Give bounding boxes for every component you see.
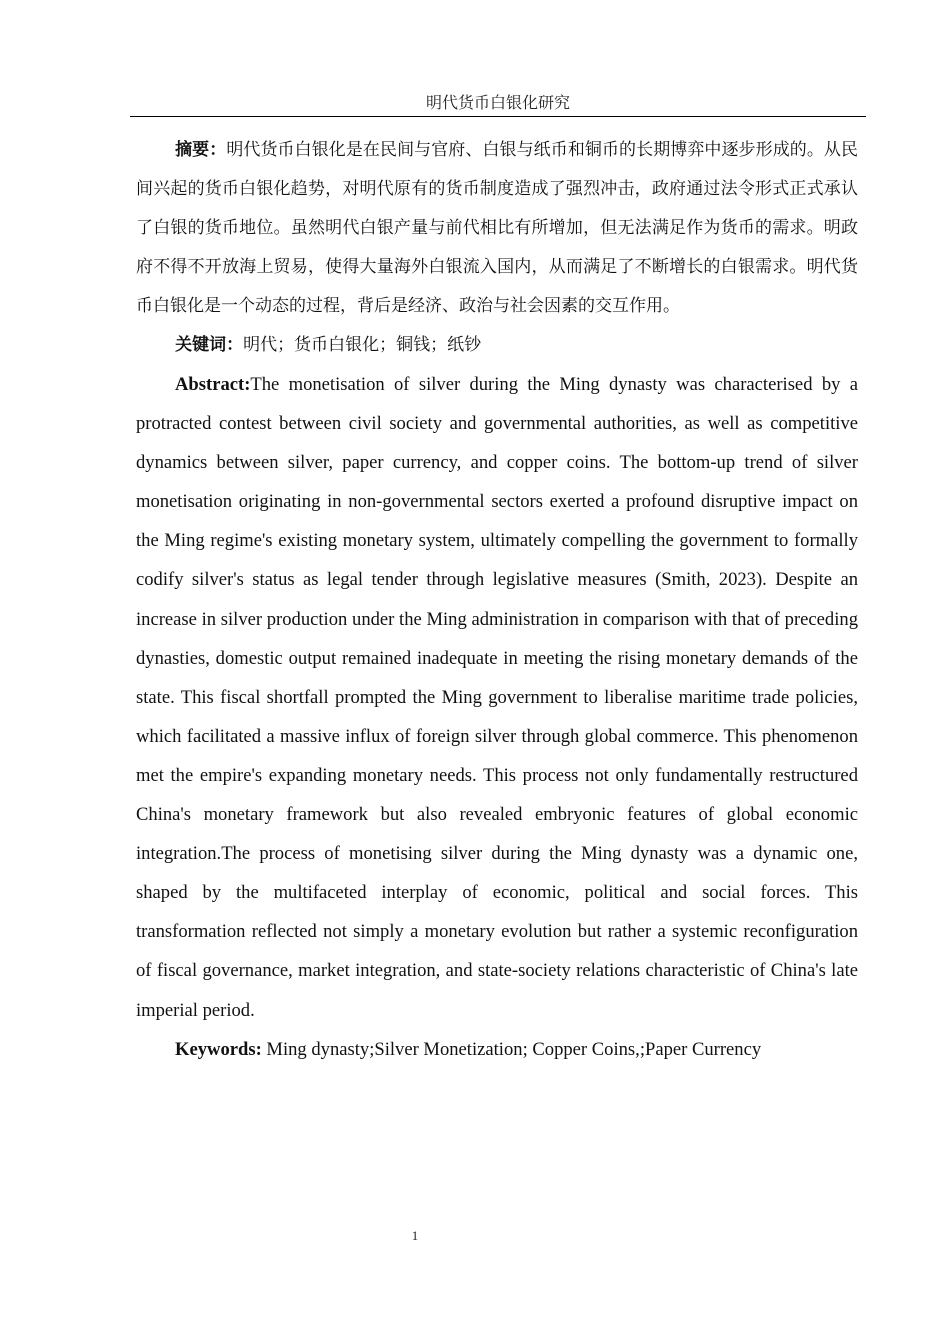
english-keywords-text: Ming dynasty;Silver Monetization; Copper Coins,;Paper Currency	[261, 1038, 762, 1060]
english-abstract-label: Abstract:	[175, 374, 251, 395]
chinese-keywords-text: 明代；货币白银化；铜钱；纸钞	[243, 335, 482, 355]
chinese-abstract-label: 摘要：	[175, 140, 227, 160]
english-abstract	[136, 365, 858, 1030]
chinese-abstract-text: 明代货币白银化是在民间与官府、白银与纸币和铜币的长期博弈中逐步形成的。从民间兴起的货币白银化趋势，对明代原有的货币制度造成了强烈冲击，政府通过法令形式正式承认了白银的货币地位。虽然明代白银产量与前代相比有所增加，但无法满足作为货币的需求。明政府不得不开放海上贸易，使得大量海外白银流入国内，从而满足了不断增长的白银需求。明代货币白银化是一个动态的过程，背后是经济、政治与社会因素的交互作用。	[136, 140, 859, 316]
page-number: 1	[411, 1228, 419, 1243]
english-keywords	[136, 1030, 858, 1069]
header-rule	[130, 116, 866, 117]
chinese-keywords	[136, 326, 858, 365]
english-abstract-text: The monetisation of silver during the Ming dynasty was characterised by a protracted contest between civil society and governmental authorities, as well as competitive dynamics between silver, paper currency, and copper coins. The bottom-up trend of silver monetisation originating in non-governmental sectors exerted a profound disruptive impact on the Ming regime's existing monetary system, ultimately compelling the government to formally codify silver's status as legal tender through legislative measures (Smith, 2023). Despite an increase in silver production under the Ming administration in comparison with that of preceding dynasties, domestic output remained inadequate in meeting the rising monetary demands of the state. This fiscal shortfall prompted the Ming government to liberalise maritime trade policies, which facilitated a massive influx of foreign silver through global commerce. This phenomenon met the empire's expanding monetary needs. This process not only fundamentally restructured China's monetary framework but also revealed embryonic features of global economic integration.The process of monetising silver during the Ming dynasty was a dynamic one, shaped by the multifaceted interplay of economic, political and social forces. This transformation reflected not simply a monetary evolution but rather a systemic reconfiguration of fiscal governance, market integration, and state-society relations characteristic of China's late imperial period.	[136, 374, 858, 1021]
chinese-keywords-label: 关键词：	[175, 335, 244, 355]
chinese-abstract	[136, 131, 858, 326]
page-content	[136, 131, 858, 1069]
english-keywords-label: Keywords:	[175, 1038, 262, 1060]
running-header: 明代货币白银化研究	[425, 93, 570, 112]
